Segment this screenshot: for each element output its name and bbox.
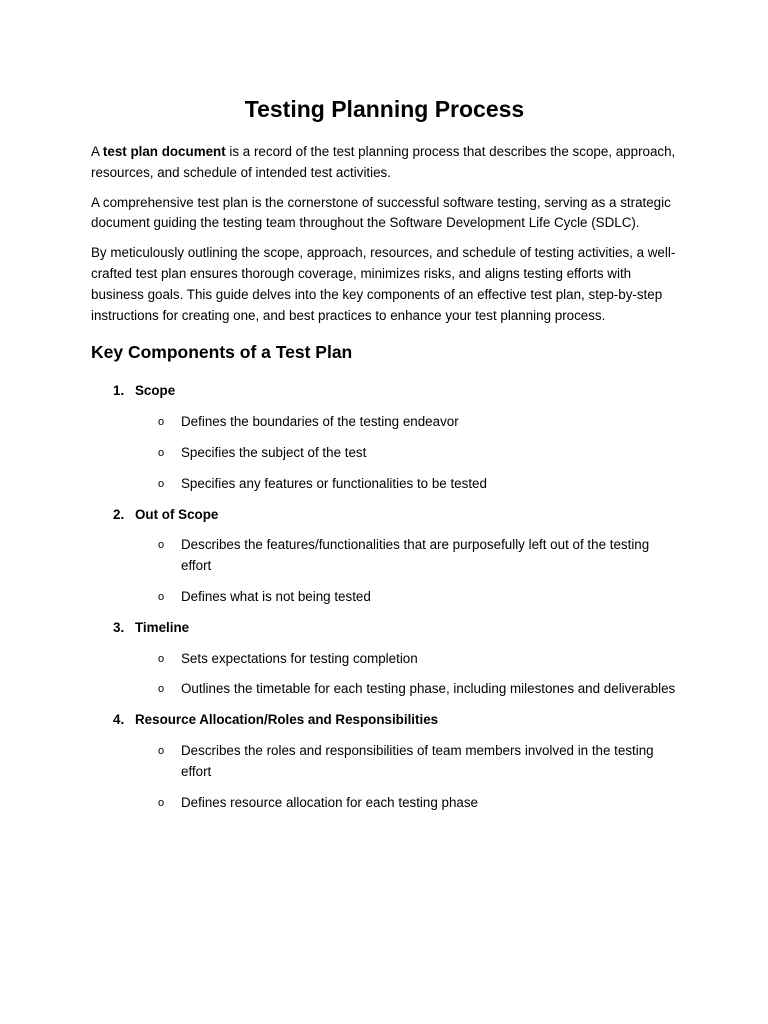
circle-bullet-icon: o	[158, 652, 165, 665]
circle-bullet-icon: o	[158, 683, 165, 696]
list-item	[91, 679, 678, 700]
component-title: Out of Scope	[135, 506, 219, 522]
intro-paragraph	[91, 142, 678, 184]
list-item	[91, 793, 678, 814]
component-scope	[91, 381, 678, 494]
intro-bold-term: test plan document	[102, 144, 226, 159]
section-heading: Key Components of a Test Plan	[91, 342, 353, 363]
component-number: 4.	[113, 712, 125, 728]
list-item	[91, 535, 678, 577]
paragraph-guide: By meticulously outlining the scope, approach, resources, and schedule of testing activities, a well-crafted test plan ensures thorough coverage, minimizes risks, and aligns testing efforts with business goals. This guide delves into the key components of an effective test plan, step-by-step instructions for creating one, and best practices to enhance your test planning process.	[91, 245, 676, 323]
bullet-text: Specifies the subject of the test	[181, 444, 367, 460]
bullet-text: Defines the boundaries of the testing endeavor	[181, 414, 459, 430]
list-item	[91, 474, 678, 495]
bullet-list	[91, 412, 678, 494]
list-item	[91, 412, 678, 433]
component-number: 3.	[113, 619, 125, 635]
list-item	[91, 649, 678, 670]
intro-prefix: A	[91, 144, 103, 159]
bullet-list	[91, 649, 678, 701]
bullet-text: Specifies any features or functionalities to be tested	[181, 475, 487, 491]
component-title: Timeline	[135, 619, 190, 635]
circle-bullet-icon: o	[158, 796, 165, 809]
list-item	[91, 587, 678, 608]
bullet-text: Defines resource allocation for each testing phase	[181, 794, 479, 810]
component-number: 2.	[113, 506, 125, 522]
list-item	[91, 443, 678, 464]
document-title: Testing Planning Process	[244, 96, 525, 122]
bullet-text: Defines what is not being tested	[181, 588, 371, 604]
component-out-of-scope	[91, 505, 678, 608]
bullet-text: Describes the features/functionalities that are purposefully left out of the testing effort	[181, 537, 650, 574]
component-timeline	[91, 618, 678, 700]
component-title: Resource Allocation/Roles and Responsibilities	[135, 712, 439, 728]
circle-bullet-icon: o	[158, 744, 165, 757]
circle-bullet-icon: o	[158, 446, 165, 459]
component-resource-allocation	[91, 710, 678, 813]
bullet-text: Describes the roles and responsibilities of team members involved in the testing effort	[181, 742, 654, 779]
bullet-list	[91, 535, 678, 607]
component-title: Scope	[135, 383, 176, 399]
intro-rest: is a record of the test planning process that describes the scope, approach, resources, and schedule of intended test activities.	[91, 144, 676, 180]
list-item	[91, 741, 678, 783]
bullet-list	[91, 741, 678, 813]
circle-bullet-icon: o	[158, 416, 165, 429]
circle-bullet-icon: o	[158, 539, 165, 552]
bullet-text: Outlines the timetable for each testing phase, including milestones and deliverables	[181, 681, 676, 697]
circle-bullet-icon: o	[158, 590, 165, 603]
components-list	[91, 381, 678, 813]
paragraph-sdlc: A comprehensive test plan is the cornerstone of successful software testing, serving as a strategic document guiding the testing team throughout the Software Development Life Cycle (SDLC).	[91, 194, 671, 231]
component-number: 1.	[113, 383, 125, 399]
bullet-text: Sets expectations for testing completion	[181, 650, 418, 666]
circle-bullet-icon: o	[158, 477, 165, 490]
